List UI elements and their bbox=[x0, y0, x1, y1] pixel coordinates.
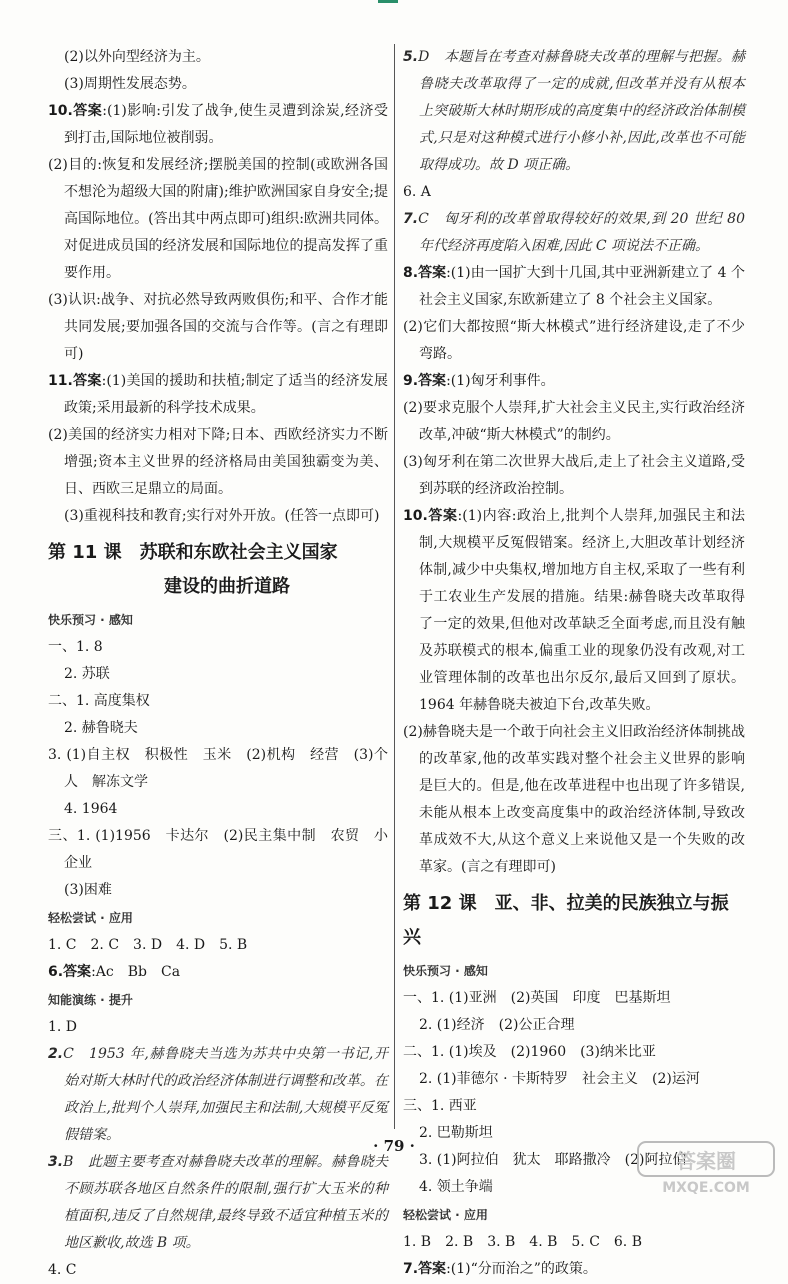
answer-label: 答案 bbox=[427, 508, 458, 524]
lesson-title-line: 第 11 课 苏联和东欧社会主义国家 bbox=[48, 542, 338, 563]
watermark-logo bbox=[636, 1140, 776, 1196]
answer-line bbox=[403, 44, 745, 179]
answer-text: (2)要求克服个人崇拜,扩大社会主义民主,实行政治经济改革,冲破“斯大林模式”的制约。 bbox=[403, 400, 745, 443]
question-number: 6. bbox=[48, 964, 64, 980]
answer-text: 二、1. (1)埃及 (2)1960 (3)纳米比亚 bbox=[403, 1044, 656, 1060]
watermark-url: MXQE.COM bbox=[662, 1180, 750, 1196]
answer-line bbox=[403, 314, 745, 368]
answer-line bbox=[48, 1257, 388, 1284]
answer-text: 二、1. 高度集权 bbox=[48, 693, 150, 709]
answer-text: 6. A bbox=[403, 184, 431, 200]
answer-line bbox=[48, 368, 388, 422]
question-number: 7. bbox=[403, 211, 419, 227]
answer-line bbox=[48, 634, 388, 661]
page-number-value: 79 bbox=[383, 1137, 405, 1155]
answer-text: 三、1. 西亚 bbox=[403, 1098, 477, 1114]
answer-line bbox=[48, 71, 388, 98]
answer-text: 2. 苏联 bbox=[64, 666, 110, 682]
answer-line bbox=[403, 395, 745, 449]
answer-line bbox=[48, 742, 388, 796]
answer-line bbox=[403, 206, 745, 260]
answer-line bbox=[48, 503, 388, 530]
answer-text: 2. 巴勒斯坦 bbox=[419, 1125, 493, 1141]
answer-line bbox=[403, 503, 745, 719]
answer-line bbox=[48, 98, 388, 152]
answer-text: 1. B 2. B 3. B 4. B 5. C 6. B bbox=[403, 1234, 642, 1250]
question-number: 10. bbox=[403, 508, 428, 524]
answer-text: (2)美国的经济实力相对下降;日本、西欧经济实力不断增强;资本主义世界的经济格局由美国独霸变为美、日、西欧三足鼎立的局面。 bbox=[48, 427, 388, 497]
answer-text: :Ac Bb Ca bbox=[91, 964, 181, 980]
answer-text: 4. 1964 bbox=[64, 801, 118, 817]
answer-line bbox=[403, 449, 745, 503]
answer-text: 4. 领土争端 bbox=[419, 1179, 493, 1195]
column-divider bbox=[394, 44, 395, 1129]
answer-label: 答案 bbox=[63, 964, 92, 980]
answer-text: :(1)影响:引发了战争,使生灵遭到涂炭,经济受到打击,国际地位被削弱。 bbox=[64, 103, 388, 146]
answer-text: :(1)美国的援助和扶植;制定了适当的经济发展政策;采用最新的科学技术成果。 bbox=[64, 373, 389, 416]
section-heading: 知能演练 · 提升 bbox=[48, 993, 133, 1007]
answer-label: 答案 bbox=[418, 265, 447, 281]
answer-text: 4. C bbox=[48, 1262, 77, 1278]
answer-text: 1. D bbox=[48, 1019, 78, 1035]
question-number: 7. bbox=[403, 1261, 419, 1277]
answer-label: 答案 bbox=[418, 1261, 447, 1277]
answer-text: 2. (1)菲德尔 · 卡斯特罗 社会主义 (2)运河 bbox=[419, 1071, 700, 1087]
answer-line bbox=[403, 1093, 745, 1120]
answer-text: :(1)由一国扩大到十几国,其中亚洲新建立了 4 个社会主义国家,东欧新建立了 8 个社会主义国家。 bbox=[419, 265, 745, 308]
question-number: 5. bbox=[403, 49, 419, 65]
answer-line bbox=[48, 796, 388, 823]
answer-line bbox=[48, 823, 388, 877]
section-heading: 轻松尝试 · 应用 bbox=[403, 1208, 488, 1222]
answer-text: 一、1. 8 bbox=[48, 639, 103, 655]
answer-label: 答案 bbox=[418, 373, 447, 389]
answer-line bbox=[48, 661, 388, 688]
page-number: · 79 · bbox=[373, 1137, 415, 1155]
answer-text: 三、1. (1)1956 卡达尔 (2)民主集中制 农贸 小企业 bbox=[48, 828, 388, 871]
answer-label: 答案 bbox=[72, 373, 102, 389]
answer-text: (3)周期性发展态势。 bbox=[64, 76, 196, 92]
question-number: 11. bbox=[48, 373, 73, 389]
answer-text: 3. (1)自主权 积极性 玉米 (2)机构 经营 (3)个人 解冻文学 bbox=[48, 747, 388, 790]
answer-line bbox=[48, 1014, 388, 1041]
answer-text: :(1)内容:政治上,批判个人崇拜,加强民主和法制,大规模平反冤假错案。经济上,大胆改革计划经济体制,减少中央集权,增加地方自主权,采取了一些有利于工农业生产发展的措施。结果:赫鲁晓夫改革取得了一定的效果,但他对改革缺乏全面考虑,而且没有触及苏联模式的根本,偏重工业的现象仍没有改观,对工业管理体制的改革也出尔反尔,最后又回到了原状。1964 年赫鲁晓夫被迫下台,改革失败。 bbox=[419, 508, 745, 713]
left-column bbox=[48, 44, 388, 1284]
answer-text: 1. C 2. C 3. D 4. D 5. B bbox=[48, 937, 248, 953]
right-column bbox=[403, 44, 745, 1283]
section-heading: 轻松尝试 · 应用 bbox=[48, 911, 133, 925]
answer-line bbox=[48, 1149, 388, 1257]
answer-line bbox=[403, 179, 745, 206]
answer-line bbox=[48, 877, 388, 904]
answer-line bbox=[403, 719, 745, 881]
section-heading: 快乐预习 · 感知 bbox=[48, 613, 133, 627]
answer-text: (3)重视科技和教育;实行对外开放。(任答一点即可) bbox=[64, 508, 380, 524]
answer-line bbox=[403, 1066, 745, 1093]
answer-text: (2)以外向型经济为主。 bbox=[64, 49, 210, 65]
answer-line bbox=[403, 1229, 745, 1256]
answer-text: C 匈牙利的改革曾取得较好的效果,到 20 世纪 80 年代经济再度陷入困难,因此 C 项说法不正确。 bbox=[418, 211, 745, 254]
answer-text: 3. (1)阿拉伯 犹太 耶路撒冷 (2)阿拉伯 bbox=[419, 1152, 687, 1168]
answer-text: (3)匈牙利在第二次世界大战后,走上了社会主义道路,受到苏联的经济政治控制。 bbox=[403, 454, 745, 497]
answer-text: (2)赫鲁晓夫是一个敢于向社会主义旧政治经济体制挑战的改革家,他的改革实践对整个社会主义世界的影响是巨大的。但是,他在改革进程中也出现了许多错误,未能从根本上改变高度集中的政治经济体制,导致改革成效不大,从这个意义上来说他又是一个失败的改革家。(言之有理即可) bbox=[403, 724, 745, 875]
answer-line bbox=[403, 1256, 745, 1283]
answer-text: (3)困难 bbox=[64, 882, 112, 898]
answer-text: D 本题旨在考查对赫鲁晓夫改革的理解与把握。赫鲁晓夫改革取得了一定的成就,但改革并没有从根本上突破斯大林时期形成的高度集中的经济政治体制模式,只是对这种模式进行小修小补,因此,改革也不可能取得成功。故 D 项正确。 bbox=[418, 49, 745, 173]
answer-line bbox=[403, 1039, 745, 1066]
watermark-text: 答案圈 bbox=[676, 1149, 736, 1173]
answer-line bbox=[48, 44, 388, 71]
lesson-title bbox=[403, 887, 745, 955]
answer-line bbox=[48, 287, 388, 368]
answer-text: 2. 赫鲁晓夫 bbox=[64, 720, 138, 736]
answer-text: (2)它们大都按照“斯大林模式”进行经济建设,走了不少弯路。 bbox=[403, 319, 745, 362]
lesson-title bbox=[48, 536, 388, 604]
answer-line bbox=[48, 152, 388, 287]
question-number: 8. bbox=[403, 265, 419, 281]
answer-text: 一、1. (1)亚洲 (2)英国 印度 巴基斯坦 bbox=[403, 990, 671, 1006]
answer-line bbox=[48, 688, 388, 715]
lesson-title-line: 建设的曲折道路 bbox=[164, 576, 290, 597]
top-accent-mark bbox=[378, 0, 398, 3]
answer-text: :(1)匈牙利事件。 bbox=[446, 373, 555, 389]
section-heading: 快乐预习 · 感知 bbox=[403, 964, 488, 978]
answer-text: (3)认识:战争、对抗必然导致两败俱伤;和平、合作才能共同发展;要加强各国的交流与合作等。(言之有理即可) bbox=[48, 292, 388, 362]
lesson-title-line: 第 12 课 亚、非、拉美的民族独立与振兴 bbox=[403, 893, 729, 948]
answer-text: (2)目的:恢复和发展经济;摆脱美国的控制(或欧洲各国不想沦为超级大国的附庸);维护欧洲国家自身安全;提高国际地位。(答出其中两点即可)组织:欧洲共同体。对促进成员国的经济发展和国际地位的提高发挥了重要作用。 bbox=[48, 157, 388, 281]
question-number: 10. bbox=[48, 103, 73, 119]
answer-line bbox=[403, 260, 745, 314]
answer-line bbox=[403, 1012, 745, 1039]
answer-text: B 此题主要考查对赫鲁晓夫改革的理解。赫鲁晓夫不顾苏联各地区自然条件的限制,强行扩大玉米的种植面积,违反了自然规律,最终导致不适宜种植玉米的地区歉收,故选 B 项。 bbox=[63, 1154, 388, 1251]
answer-line bbox=[403, 985, 745, 1012]
question-number: 9. bbox=[403, 373, 419, 389]
answer-text: :(1)“分而治之”的政策。 bbox=[446, 1261, 597, 1277]
question-number: 3. bbox=[48, 1154, 64, 1170]
answer-text: 2. (1)经济 (2)公正合理 bbox=[419, 1017, 575, 1033]
answer-text: C 1953 年,赫鲁晓夫当选为苏共中央第一书记,开始对斯大林时代的政治经济体制进行调整和改革。在政治上,批判个人崇拜,加强民主和法制,大规模平反冤假错案。 bbox=[63, 1046, 388, 1143]
question-number: 2. bbox=[48, 1046, 64, 1062]
answer-line bbox=[48, 932, 388, 959]
answer-line bbox=[403, 368, 745, 395]
answer-line bbox=[48, 715, 388, 742]
answer-line bbox=[48, 422, 388, 503]
answer-line bbox=[48, 959, 388, 986]
answer-label: 答案 bbox=[72, 103, 103, 119]
